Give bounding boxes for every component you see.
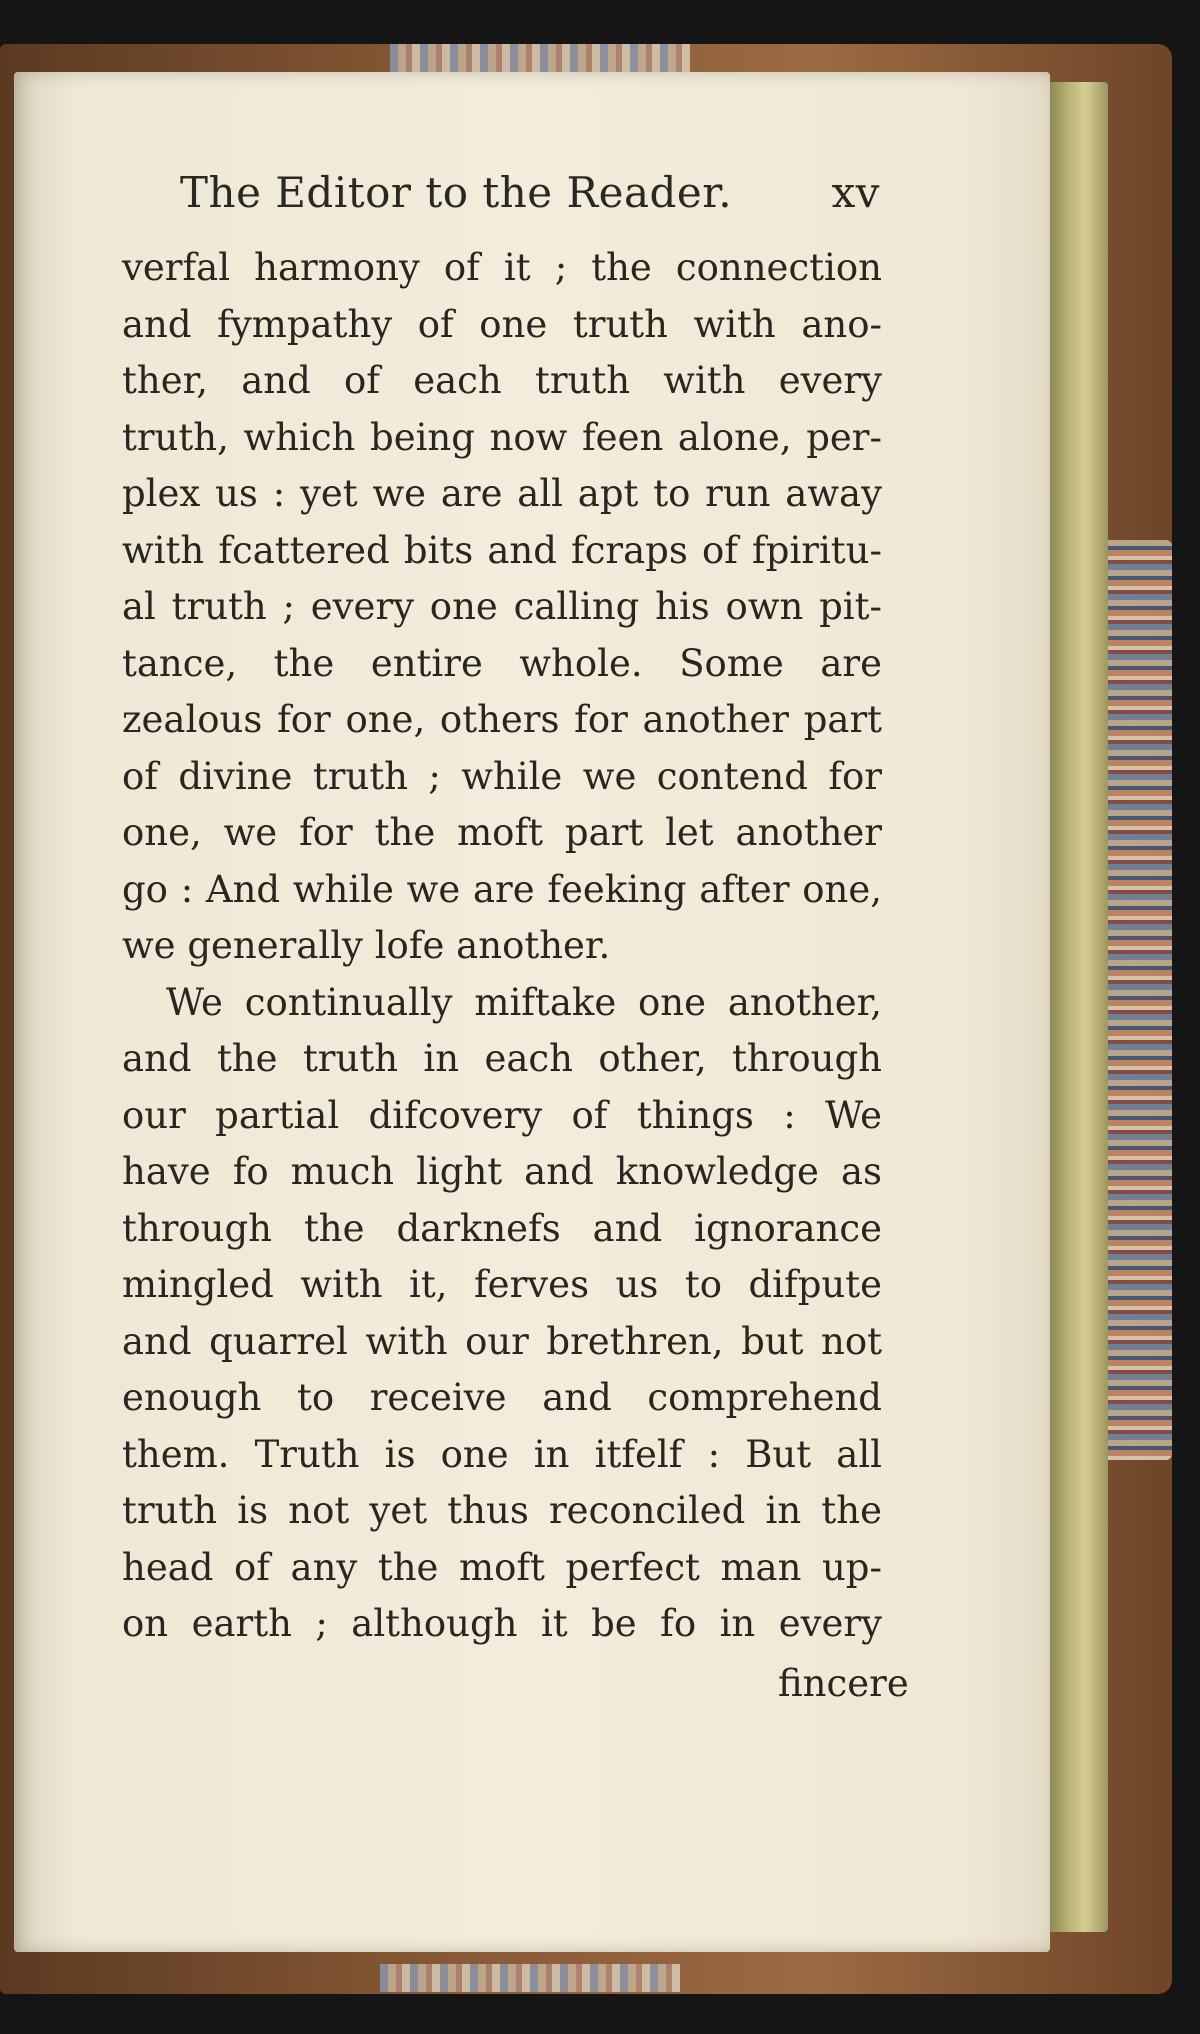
page-number: xv (831, 168, 880, 217)
text-line: and quarrel with our brethren, but not (122, 1319, 882, 1363)
text-line: one, we for the moft part let another (122, 811, 882, 854)
text-line: truth is not yet thus reconciled in the (122, 1489, 882, 1532)
text-line: go : And while we are feeking after one, (122, 867, 882, 911)
running-head (180, 168, 880, 217)
text-line: and the truth in each other, through (122, 1037, 882, 1080)
text-line: mingled with it, ferves us to difpute (122, 1263, 882, 1306)
text-line: enough to receive and comprehend (122, 1376, 882, 1419)
body-text (122, 240, 922, 1653)
gilt-page-edges (1050, 82, 1108, 1932)
text-line: them. Truth is one in itfelf : But all (122, 1432, 882, 1476)
text-line: on earth ; although it be fo in every (122, 1602, 882, 1645)
running-title: The Editor to the Reader. (180, 168, 733, 217)
text-line: tance, the entire whole. Some are (122, 641, 882, 685)
catchword: fincere (778, 1662, 909, 1705)
text-line: we generally lofe another. (122, 924, 611, 967)
marbled-endpaper (1100, 540, 1172, 1460)
text-line: truth, which being now feen alone, per- (122, 415, 882, 459)
marbled-edge-top (390, 44, 690, 72)
text-line: al truth ; every one calling his own pit- (122, 585, 882, 628)
text-line: our partial difcovery of things : We (122, 1093, 882, 1137)
text-line: zealous for one, others for another part (122, 698, 882, 741)
text-line: and fympathy of one truth with ano- (122, 302, 882, 346)
text-line: We continually miftake one another, (166, 980, 882, 1024)
text-line: through the darknefs and ignorance (122, 1206, 882, 1250)
text-line: with fcattered bits and fcraps of fpiritu- (122, 528, 882, 572)
text-line: have fo much light and knowledge as (122, 1150, 882, 1193)
text-line: verfal harmony of it ; the connection (122, 246, 882, 289)
text-line: plex us : yet we are all apt to run away (122, 472, 882, 515)
text-line: of divine truth ; while we contend for (122, 754, 882, 798)
text-line: ther, and of each truth with every (122, 359, 882, 402)
text-line: head of any the moft perfect man up- (122, 1545, 882, 1589)
marbled-edge-bottom (380, 1964, 680, 1992)
